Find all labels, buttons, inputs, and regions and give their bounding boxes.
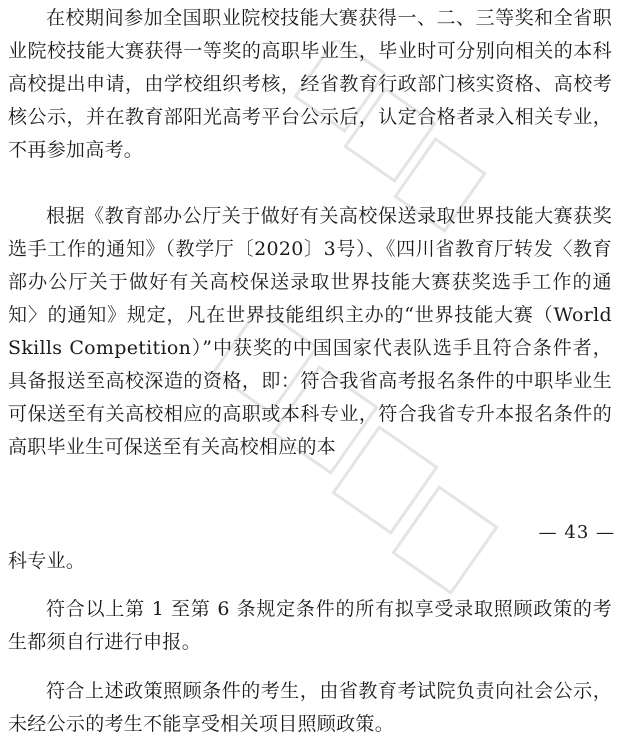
paragraph-continuation: 科专业。: [8, 550, 86, 572]
paragraph-world-skills-policy: 根据《教育部办公厅关于做好有关高校保送录取世界技能大赛获奖选手工作的通知》（教学厅〔2020〕3号）、《四川省教育厅转发〈教育部办公厅关于做好有关高校保送录取世界技能大赛获奖选手工作的通知〉的通知》规定，凡在世界技能组织主办的“世界技能大赛（World Skills Competition）”中获奖的中国国家代表队选手且符合条件者，具备报送至高校深造的资格，即：符合我省高考报名条件的中职毕业生可保送至有关高校相应的高职或本科专业，符合我省专升本报名条件的高职毕业生可保送至有关高校相应的本: [8, 205, 612, 458]
paragraph-skills-competition-awards: 在校期间参加全国职业院校技能大赛获得一、二、三等奖和全省职业院校技能大赛获得一等奖的高职毕业生，毕业时可分别向相关的本科高校提出申请，由学校组织考核，经省教育行政部门核实资格、高校考核公示，并在教育部阳光高考平台公示后，认定合格者录入相关专业，不再参加高考。: [8, 7, 612, 161]
paragraph-public-announcement: 符合上述政策照顾条件的考生，由省教育考试院负责向社会公示，未经公示的考生不能享受相关项目照顾政策。: [8, 680, 612, 735]
page-number: — 43 —: [538, 522, 615, 543]
paragraph-self-application: 符合以上第 1 至第 6 条规定条件的所有拟享受录取照顾政策的考生都须自行进行申报。: [8, 598, 612, 653]
